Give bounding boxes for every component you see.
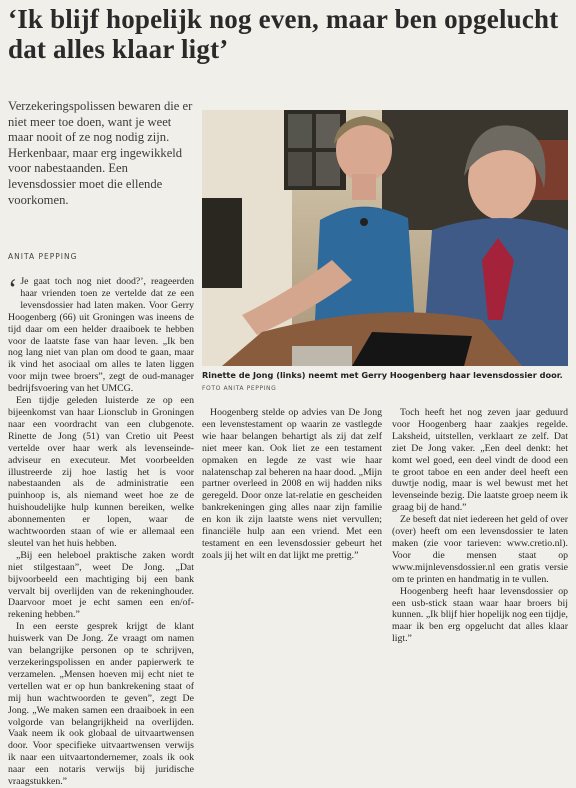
- photo-illustration: [202, 110, 568, 366]
- article-paragraph: In een eerste gesprek krijgt de klant huiswerk van De Jong. Ze vraagt om namen van belangrijke personen op te schrijven, verzekeringspolissen en ander papierwerk te verzamelen. „Mensen hoeven mij echt niet te vertellen wat er op hun bankrekening staat of mij hun wachtwoorden te geven”, zegt De Jong. „We maken samen een draaiboek in een volgorde van belangrijkheid na overlijden. Vaak neem ik ook globaal de uitvaartwensen door. Voor specifieke uitvaartwensen verwijs ik naar een uitvaartondernemer, zoals ik ook naar een notaris verwijs bij juridische vraagstukken.”: [8, 621, 194, 788]
- article-photo: [202, 110, 568, 366]
- article-paragraph: „Bij een heleboel praktische zaken wordt niet stilgestaan”, weet De Jong. „Dat bijvoorbeeld een machtiging bij een bank vervalt bij overlijden van de rekeninghouder. Daarvoor moet je echt samen een en/of-rekening hebben.”: [8, 549, 194, 621]
- article-paragraph: Ze beseft dat niet iedereen het geld of over (over) heeft om een levensdossier te laten maken (zie voor tarieven: www.cretio.nl). Voor die mensen staat op www.mijnlevensdossier.nl een gratis versie om te printen en handmatig in te vullen.: [392, 514, 568, 585]
- photo-caption: Rinette de Jong (links) neemt met Gerry Hoogenberg haar levensdossier door.: [202, 370, 563, 380]
- byline: ANITA PEPPING: [8, 252, 78, 261]
- article-column-1: [8, 274, 194, 788]
- article-paragraph: Een tijdje geleden luisterde ze op een bijeenkomst van haar Lionsclub in Groningen naar een voordracht van een clubgenote. Rinette de Jong (51) van Cretio uit Peest vertelde over haar werk als levenseinde-adviseur en executeur. Met voorbeelden illustreerde zij hoe lastig het is voor nabestaanden als de administratie een puinhoop is, als niemand weet hoe ze de huishoudelijke hulp kunnen bereiken, welke abonnementen er lopen, waar de wachtwoorden staan of wie er allemaal een sleutel van het huis hebben.: [8, 395, 194, 549]
- article-paragraph: Toch heeft het nog zeven jaar geduurd voor Hoogenberg haar zaakjes regelde. Laksheid, uitstellen, verklaart ze zelf. Dat ziet De Jong vaker. „Een deel denkt: het komt wel goed, een deel vindt de dood een te groot taboe en een ander deel heeft een duwtje nodig, maar is wel bewust met het levenseinde bezig. Die laatste groep neem ik graag bij de hand.”: [392, 407, 568, 514]
- article-paragraph-text: Je gaat toch nog niet dood?’, reageerden haar vrienden toen ze vertelde dat ze een levensdossier had laten maken. Voor Gerry Hoogenberg (66) uit Groningen was ineens de tijd daar om een helder draaiboek te hebben voor de laatste fase van haar leven. „Ik ben nog lang niet van plan om dood te gaan, maar ik vind het asociaal om alles te laten liggen voor mijn twee broers”, zegt de oud-manager bedrijfsvoering van het UMCG.: [8, 276, 194, 395]
- drop-cap: ‘: [8, 274, 18, 305]
- headline: ‘Ik blijf hopelijk nog even, maar ben opgelucht dat alles klaar ligt’: [8, 4, 559, 64]
- photo-credit: FOTO ANITA PEPPING: [202, 385, 277, 392]
- article-column-2: [202, 407, 382, 764]
- article-paragraph: Hoogenberg heeft haar levensdossier op een usb-stick staan waar haar broers bij kunnen. „Ik blijf hier hopelijk nog een tijdje, maar ik ben erg opgelucht dat alles klaar ligt.”: [392, 585, 568, 645]
- article-paragraph: Hoogenberg stelde op advies van De Jong een levenstestament op waarin ze vastlegde wie haar belangen behartigt als zij dat zelf niet meer kan. Ook liet ze een testament opmaken en legde ze vast wie haar nalatenschap zal beheren na haar dood. „Mijn partner overleed in 2008 en wij hadden niks geregeld. Door onze lat-relatie en gescheiden bankrekeningen ging alles naar zijn familie en kon ik zijn laatste wens niet vervullen; financiële hulp aan een vriend. Met een testament en een levensdossier gebeurt het zoals jij het wilt en dat lijkt me prettig.”: [202, 407, 382, 561]
- intro-paragraph: Verzekeringspolissen bewaren die er niet meer toe doen, want je weet maar nooit of ze nog nodig zijn. Herkenbaar, maar erg ingewikkeld voor nabestaanden. Een levensdossier moet die ellende voorkomen.: [8, 99, 193, 207]
- article-column-3: [392, 407, 568, 764]
- article-paragraph: [8, 276, 194, 395]
